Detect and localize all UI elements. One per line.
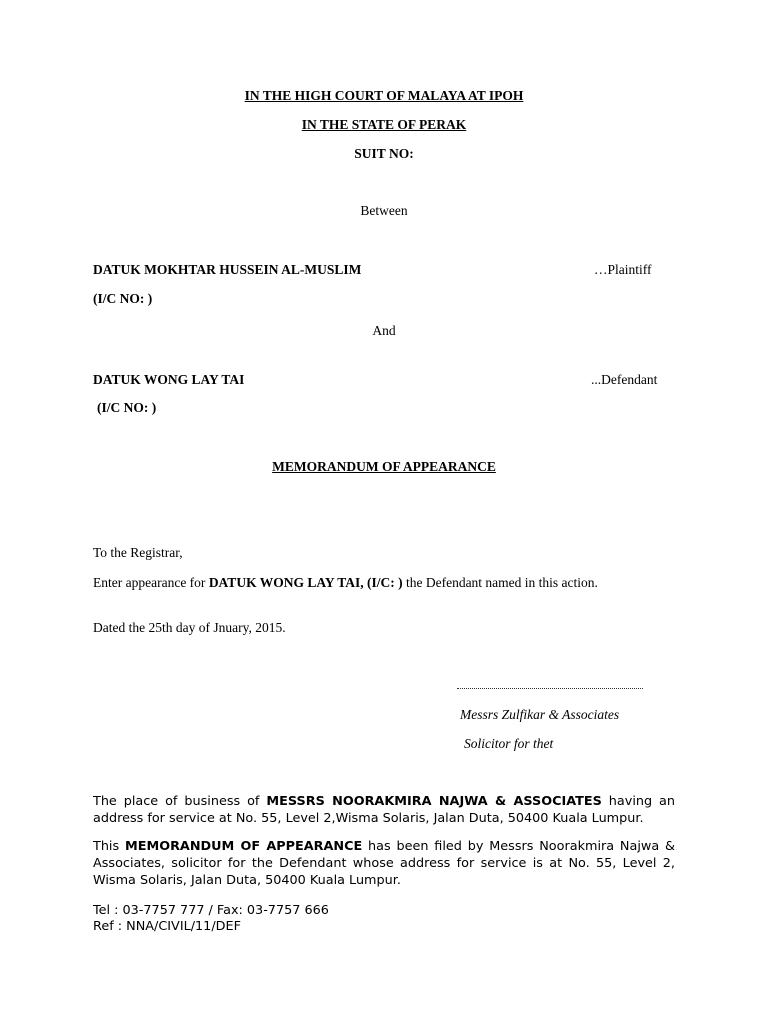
- business-prefix: The place of business of: [93, 794, 267, 809]
- filed-document: MEMORANDUM OF APPEARANCE: [124, 839, 363, 854]
- business-paragraph: [93, 793, 675, 827]
- defendant-ic: (I/C NO: ): [97, 400, 157, 415]
- filed-paragraph: [93, 838, 675, 889]
- document-title: MEMORANDUM OF APPEARANCE: [272, 459, 496, 474]
- state-heading: IN THE STATE OF PERAK: [301, 117, 467, 132]
- defendant-role: ...Defendant: [591, 372, 658, 387]
- enter-appearance-paragraph: [93, 574, 675, 591]
- business-name: MESSRS NOORAKMIRA NAJWA & ASSOCIATES: [266, 794, 602, 809]
- court-heading: IN THE HIGH COURT OF MALAYA AT IPOH: [244, 88, 524, 103]
- and-label: And: [372, 323, 396, 338]
- defendant-name: DATUK WONG LAY TAI: [93, 372, 245, 387]
- dated-line: Dated the 25th day of Jnuary, 2015.: [93, 620, 286, 635]
- salutation: To the Registrar,: [93, 545, 183, 560]
- signature-role: Solicitor for thet: [464, 736, 554, 751]
- suit-number: SUIT NO:: [354, 146, 414, 161]
- reference-line: Ref : NNA/CIVIL/11/DEF: [93, 919, 241, 934]
- between-label: Between: [360, 203, 408, 218]
- business-suffix: having an address for service at No. 55, Level 2,Wisma Solaris, Jalan Duta, 50400 Kuala Lumpur.: [93, 794, 676, 826]
- filed-prefix: This: [93, 839, 125, 854]
- plaintiff-ic: (I/C NO: ): [93, 291, 153, 306]
- enter-defendant-name: DATUK WONG LAY TAI, (I/C: ): [208, 575, 403, 590]
- enter-suffix: the Defendant named in this action.: [402, 575, 598, 590]
- plaintiff-name: DATUK MOKHTAR HUSSEIN AL-MUSLIM: [93, 262, 362, 277]
- filed-suffix: has been filed by Messrs Noorakmira Najwa & Associates, solicitor for the Defendant whose address for service is at No. 55, Level 2, Wisma Solaris, Jalan Duta, 50400 Kuala Lumpur.: [93, 839, 675, 888]
- plaintiff-role: …Plaintiff: [594, 262, 652, 277]
- tel-fax-line: Tel : 03-7757 777 / Fax: 03-7757 666: [93, 903, 329, 918]
- signature-firm: Messrs Zulfikar & Associates: [460, 707, 620, 722]
- signature-line: [457, 688, 643, 689]
- enter-prefix: Enter appearance for: [93, 575, 209, 590]
